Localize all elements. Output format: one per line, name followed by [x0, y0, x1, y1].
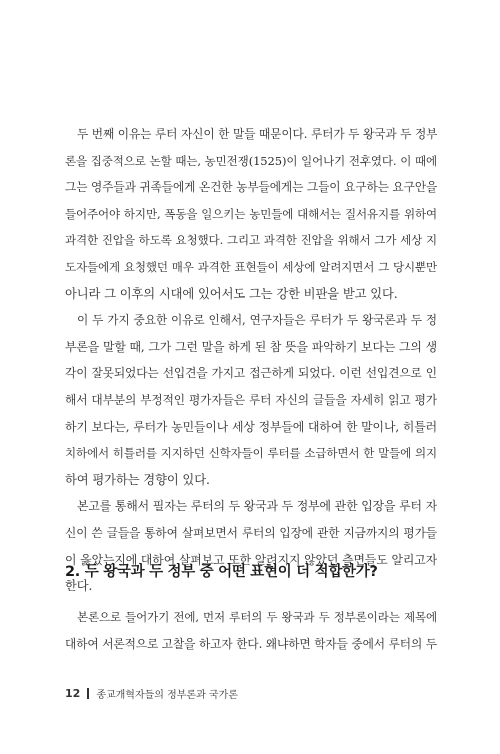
- text-line: 부론을 말할 때, 그가 그런 말을 하게 된 참 뜻을 파악하기 보다는 그의 생: [65, 339, 437, 354]
- section-heading: 2. 두 왕국과 두 정부 중 어떤 표현이 더 적합한가?: [65, 564, 378, 580]
- text-line: 그는 영주들과 귀족들에게 온건한 농부들에게는 그들이 요구하는 요구안을: [65, 180, 438, 195]
- body-text: [65, 121, 437, 600]
- text-line: 해서 대부분의 부정적인 평가자들은 루터 자신의 글들을 자세히 읽고 평가: [65, 392, 437, 407]
- section-body-text: [65, 604, 437, 657]
- book-title: 종교개혁자들의 정부론과 국가론: [96, 690, 238, 701]
- paragraph-2: [65, 307, 437, 493]
- text-line: 이 두 가지 중요한 이유로 인해서, 연구자들은 루터가 두 왕국론과 두 정: [77, 313, 437, 328]
- text-line: 각이 잘못되었다는 선입견을 가지고 접근하게 되었다. 이런 선입견으로 인: [65, 366, 437, 381]
- text-line: 두 번째 이유는 루터 자신이 한 말들 때문이다. 루터가 두 왕국과 두 정부: [77, 127, 438, 141]
- text-line: 이 옳았는지에 대하여 살펴보고 또한 알려지지 않았던 측면들도 알리고자: [65, 552, 437, 567]
- text-line: 하기 보다는, 루터가 농민들이나 세상 정부들에 대하여 한 말이나, 히틀러: [65, 419, 437, 434]
- page-footer: [65, 686, 238, 701]
- text-line: 도자들에게 요청했던 매우 과격한 표현들이 세상에 알려지면서 그 당시뿐만: [65, 259, 437, 274]
- text-line: 본론으로 들어가기 전에, 먼저 루터의 두 왕국과 두 정부론이라는 제목에: [77, 610, 437, 624]
- text-line: 대하여 서론적으로 고찰을 하고자 한다. 왜냐하면 학자들 중에서 루터의 두: [65, 636, 437, 651]
- paragraph-4: [65, 604, 437, 657]
- paragraph-3: [65, 493, 437, 599]
- text-line: 본고를 통해서 필자는 루터의 두 왕국과 두 정부에 관한 입장을 루터 자: [77, 499, 437, 514]
- page-number: 12: [65, 687, 81, 700]
- text-line: 하여 평가하는 경향이 있다.: [65, 472, 210, 487]
- text-line: 론을 집중적으로 논할 때는, 농민전쟁(1525)이 일어나기 전후였다. 이 때에: [65, 153, 437, 168]
- text-line: 치하에서 히틀러를 지지하던 신학자들이 루터를 소급하면서 한 말들에 의지: [65, 446, 437, 461]
- text-line: 한다.: [65, 579, 93, 594]
- paragraph-1: [65, 121, 437, 307]
- text-line: 아니라 그 이후의 시대에 있어서도 그는 강한 비판을 받고 있다.: [65, 286, 398, 301]
- text-line: 들어주어야 하지만, 폭동을 일으키는 농민들에 대해서는 질서유지를 위하여: [65, 206, 437, 221]
- footer-divider: [87, 688, 89, 699]
- text-line: 신이 쓴 글들을 통하여 살펴보면서 루터의 입장에 관한 지금까지의 평가들: [65, 525, 437, 540]
- text-line: 과격한 진압을 하도록 요청했다. 그리고 과격한 진압을 위해서 그가 세상 지: [65, 233, 437, 248]
